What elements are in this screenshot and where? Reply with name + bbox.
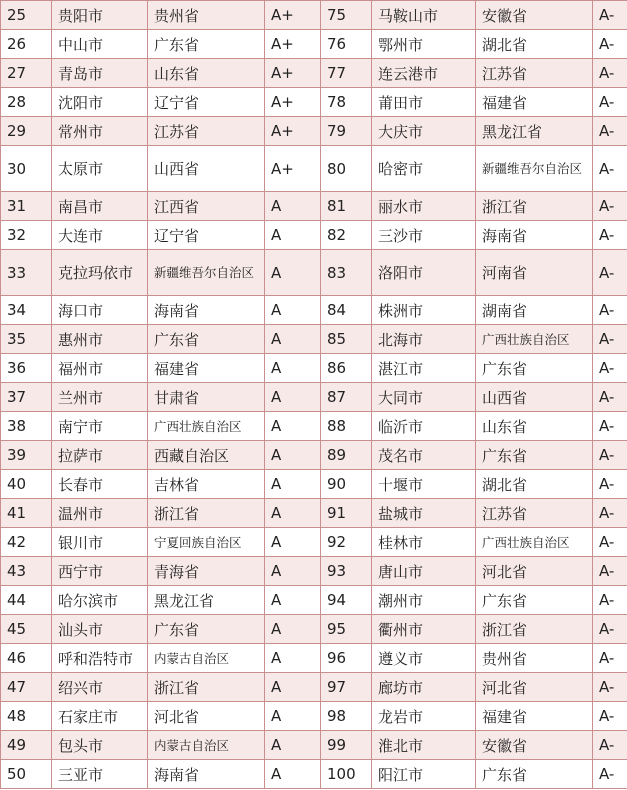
- right-city-cell: 盐城市: [372, 499, 476, 528]
- left-province-cell: 辽宁省: [148, 221, 265, 250]
- right-grade-cell: A-: [593, 499, 627, 528]
- right-rank-cell: 84: [321, 296, 372, 325]
- table-row: [1, 88, 627, 117]
- left-city-cell: 长春市: [52, 470, 148, 499]
- left-province-cell: 山东省: [148, 59, 265, 88]
- left-province-cell: 宁夏回族自治区: [148, 528, 265, 557]
- left-city-cell: 石家庄市: [52, 702, 148, 731]
- right-rank-cell: 90: [321, 470, 372, 499]
- left-rank-cell: 44: [1, 586, 52, 615]
- right-city-cell: 潮州市: [372, 586, 476, 615]
- right-grade-cell: A-: [593, 88, 627, 117]
- right-province-cell: 湖北省: [476, 30, 593, 59]
- left-grade-cell: A+: [265, 88, 321, 117]
- left-rank-cell: 29: [1, 117, 52, 146]
- right-rank-cell: 97: [321, 673, 372, 702]
- right-province-cell: 福建省: [476, 702, 593, 731]
- left-grade-cell: A: [265, 499, 321, 528]
- table-row: [1, 383, 627, 412]
- left-province-cell: 江苏省: [148, 117, 265, 146]
- left-rank-cell: 46: [1, 644, 52, 673]
- right-city-cell: 阳江市: [372, 760, 476, 789]
- right-grade-cell: A-: [593, 221, 627, 250]
- right-province-cell: 广东省: [476, 354, 593, 383]
- left-grade-cell: A: [265, 192, 321, 221]
- table-row: [1, 702, 627, 731]
- right-city-cell: 桂林市: [372, 528, 476, 557]
- right-city-cell: 连云港市: [372, 59, 476, 88]
- right-grade-cell: A-: [593, 557, 627, 586]
- right-city-cell: 湛江市: [372, 354, 476, 383]
- right-grade-cell: A-: [593, 673, 627, 702]
- left-grade-cell: A: [265, 296, 321, 325]
- right-rank-cell: 94: [321, 586, 372, 615]
- left-rank-cell: 34: [1, 296, 52, 325]
- left-city-cell: 哈尔滨市: [52, 586, 148, 615]
- left-province-cell: 广西壮族自治区: [148, 412, 265, 441]
- left-city-cell: 中山市: [52, 30, 148, 59]
- right-rank-cell: 87: [321, 383, 372, 412]
- right-grade-cell: A-: [593, 146, 627, 192]
- right-grade-cell: A-: [593, 117, 627, 146]
- left-rank-cell: 40: [1, 470, 52, 499]
- table-row: [1, 325, 627, 354]
- left-province-cell: 广东省: [148, 615, 265, 644]
- left-grade-cell: A: [265, 702, 321, 731]
- left-rank-cell: 43: [1, 557, 52, 586]
- left-province-cell: 新疆维吾尔自治区: [148, 250, 265, 296]
- left-city-cell: 贵阳市: [52, 1, 148, 30]
- right-province-cell: 江苏省: [476, 59, 593, 88]
- left-grade-cell: A: [265, 760, 321, 789]
- right-rank-cell: 75: [321, 1, 372, 30]
- left-province-cell: 海南省: [148, 296, 265, 325]
- right-city-cell: 大庆市: [372, 117, 476, 146]
- left-grade-cell: A: [265, 441, 321, 470]
- right-province-cell: 山东省: [476, 412, 593, 441]
- right-city-cell: 丽水市: [372, 192, 476, 221]
- right-rank-cell: 96: [321, 644, 372, 673]
- right-grade-cell: A-: [593, 586, 627, 615]
- left-grade-cell: A: [265, 250, 321, 296]
- right-rank-cell: 95: [321, 615, 372, 644]
- left-rank-cell: 28: [1, 88, 52, 117]
- table-row: [1, 731, 627, 760]
- table-row: [1, 1, 627, 30]
- table-row: [1, 441, 627, 470]
- left-rank-cell: 25: [1, 1, 52, 30]
- right-province-cell: 山西省: [476, 383, 593, 412]
- left-city-cell: 青岛市: [52, 59, 148, 88]
- right-province-cell: 广东省: [476, 586, 593, 615]
- table-row: [1, 30, 627, 59]
- left-grade-cell: A: [265, 383, 321, 412]
- right-rank-cell: 88: [321, 412, 372, 441]
- right-city-cell: 三沙市: [372, 221, 476, 250]
- right-province-cell: 广东省: [476, 760, 593, 789]
- table-row: [1, 528, 627, 557]
- left-province-cell: 甘肃省: [148, 383, 265, 412]
- table-row: [1, 644, 627, 673]
- left-province-cell: 辽宁省: [148, 88, 265, 117]
- right-province-cell: 湖南省: [476, 296, 593, 325]
- right-province-cell: 河北省: [476, 673, 593, 702]
- left-province-cell: 河北省: [148, 702, 265, 731]
- right-province-cell: 浙江省: [476, 615, 593, 644]
- left-province-cell: 贵州省: [148, 1, 265, 30]
- right-city-cell: 淮北市: [372, 731, 476, 760]
- left-grade-cell: A: [265, 325, 321, 354]
- right-rank-cell: 91: [321, 499, 372, 528]
- left-rank-cell: 50: [1, 760, 52, 789]
- right-province-cell: 新疆维吾尔自治区: [476, 146, 593, 192]
- right-city-cell: 大同市: [372, 383, 476, 412]
- left-rank-cell: 31: [1, 192, 52, 221]
- left-city-cell: 沈阳市: [52, 88, 148, 117]
- right-grade-cell: A-: [593, 383, 627, 412]
- right-rank-cell: 98: [321, 702, 372, 731]
- right-city-cell: 遵义市: [372, 644, 476, 673]
- right-grade-cell: A-: [593, 731, 627, 760]
- right-rank-cell: 79: [321, 117, 372, 146]
- left-grade-cell: A+: [265, 1, 321, 30]
- left-city-cell: 福州市: [52, 354, 148, 383]
- right-city-cell: 哈密市: [372, 146, 476, 192]
- right-grade-cell: A-: [593, 470, 627, 499]
- left-city-cell: 太原市: [52, 146, 148, 192]
- left-grade-cell: A: [265, 354, 321, 383]
- right-grade-cell: A-: [593, 441, 627, 470]
- right-rank-cell: 89: [321, 441, 372, 470]
- left-grade-cell: A: [265, 470, 321, 499]
- left-province-cell: 西藏自治区: [148, 441, 265, 470]
- left-rank-cell: 35: [1, 325, 52, 354]
- right-province-cell: 贵州省: [476, 644, 593, 673]
- right-grade-cell: A-: [593, 702, 627, 731]
- left-province-cell: 吉林省: [148, 470, 265, 499]
- right-grade-cell: A-: [593, 615, 627, 644]
- left-rank-cell: 27: [1, 59, 52, 88]
- left-city-cell: 汕头市: [52, 615, 148, 644]
- right-city-cell: 唐山市: [372, 557, 476, 586]
- left-grade-cell: A+: [265, 146, 321, 192]
- right-rank-cell: 77: [321, 59, 372, 88]
- right-grade-cell: A-: [593, 644, 627, 673]
- table-row: [1, 499, 627, 528]
- right-city-cell: 十堰市: [372, 470, 476, 499]
- table-row: [1, 192, 627, 221]
- left-province-cell: 海南省: [148, 760, 265, 789]
- left-city-cell: 南宁市: [52, 412, 148, 441]
- left-province-cell: 黑龙江省: [148, 586, 265, 615]
- left-city-cell: 三亚市: [52, 760, 148, 789]
- left-city-cell: 南昌市: [52, 192, 148, 221]
- left-city-cell: 海口市: [52, 296, 148, 325]
- right-province-cell: 安徽省: [476, 731, 593, 760]
- left-rank-cell: 39: [1, 441, 52, 470]
- right-city-cell: 茂名市: [372, 441, 476, 470]
- left-rank-cell: 26: [1, 30, 52, 59]
- table-row: [1, 412, 627, 441]
- right-grade-cell: A-: [593, 1, 627, 30]
- right-grade-cell: A-: [593, 760, 627, 789]
- right-rank-cell: 81: [321, 192, 372, 221]
- table-row: [1, 221, 627, 250]
- right-province-cell: 河南省: [476, 250, 593, 296]
- table-row: [1, 673, 627, 702]
- table-body: [1, 1, 627, 789]
- left-city-cell: 西宁市: [52, 557, 148, 586]
- left-city-cell: 惠州市: [52, 325, 148, 354]
- left-city-cell: 大连市: [52, 221, 148, 250]
- right-city-cell: 鄂州市: [372, 30, 476, 59]
- left-grade-cell: A: [265, 586, 321, 615]
- right-rank-cell: 82: [321, 221, 372, 250]
- right-city-cell: 株洲市: [372, 296, 476, 325]
- left-grade-cell: A: [265, 615, 321, 644]
- right-province-cell: 福建省: [476, 88, 593, 117]
- left-rank-cell: 32: [1, 221, 52, 250]
- left-rank-cell: 36: [1, 354, 52, 383]
- left-rank-cell: 42: [1, 528, 52, 557]
- right-province-cell: 江苏省: [476, 499, 593, 528]
- left-grade-cell: A+: [265, 59, 321, 88]
- left-rank-cell: 48: [1, 702, 52, 731]
- right-grade-cell: A-: [593, 59, 627, 88]
- left-rank-cell: 30: [1, 146, 52, 192]
- left-province-cell: 内蒙古自治区: [148, 644, 265, 673]
- right-city-cell: 洛阳市: [372, 250, 476, 296]
- left-province-cell: 福建省: [148, 354, 265, 383]
- right-rank-cell: 100: [321, 760, 372, 789]
- left-grade-cell: A+: [265, 30, 321, 59]
- left-province-cell: 内蒙古自治区: [148, 731, 265, 760]
- right-city-cell: 龙岩市: [372, 702, 476, 731]
- right-rank-cell: 99: [321, 731, 372, 760]
- left-province-cell: 浙江省: [148, 499, 265, 528]
- right-rank-cell: 78: [321, 88, 372, 117]
- left-grade-cell: A: [265, 673, 321, 702]
- right-province-cell: 广东省: [476, 441, 593, 470]
- right-grade-cell: A-: [593, 325, 627, 354]
- right-rank-cell: 83: [321, 250, 372, 296]
- left-grade-cell: A: [265, 644, 321, 673]
- right-rank-cell: 86: [321, 354, 372, 383]
- left-city-cell: 兰州市: [52, 383, 148, 412]
- table-row: [1, 760, 627, 789]
- left-grade-cell: A: [265, 528, 321, 557]
- left-city-cell: 常州市: [52, 117, 148, 146]
- left-city-cell: 银川市: [52, 528, 148, 557]
- left-city-cell: 包头市: [52, 731, 148, 760]
- left-rank-cell: 33: [1, 250, 52, 296]
- right-rank-cell: 85: [321, 325, 372, 354]
- left-rank-cell: 49: [1, 731, 52, 760]
- right-rank-cell: 92: [321, 528, 372, 557]
- right-grade-cell: A-: [593, 354, 627, 383]
- right-grade-cell: A-: [593, 412, 627, 441]
- left-city-cell: 温州市: [52, 499, 148, 528]
- left-rank-cell: 38: [1, 412, 52, 441]
- left-rank-cell: 45: [1, 615, 52, 644]
- left-grade-cell: A: [265, 412, 321, 441]
- right-city-cell: 衢州市: [372, 615, 476, 644]
- left-city-cell: 克拉玛依市: [52, 250, 148, 296]
- table-row: [1, 354, 627, 383]
- right-city-cell: 莆田市: [372, 88, 476, 117]
- left-rank-cell: 37: [1, 383, 52, 412]
- table-row: [1, 586, 627, 615]
- right-province-cell: 广西壮族自治区: [476, 528, 593, 557]
- left-grade-cell: A: [265, 221, 321, 250]
- right-province-cell: 浙江省: [476, 192, 593, 221]
- left-grade-cell: A: [265, 557, 321, 586]
- right-city-cell: 临沂市: [372, 412, 476, 441]
- left-province-cell: 广东省: [148, 30, 265, 59]
- table-row: [1, 117, 627, 146]
- table-row: [1, 59, 627, 88]
- table-row: [1, 557, 627, 586]
- left-grade-cell: A: [265, 731, 321, 760]
- right-province-cell: 广西壮族自治区: [476, 325, 593, 354]
- right-grade-cell: A-: [593, 528, 627, 557]
- table-row: [1, 615, 627, 644]
- right-city-cell: 马鞍山市: [372, 1, 476, 30]
- right-province-cell: 湖北省: [476, 470, 593, 499]
- right-grade-cell: A-: [593, 296, 627, 325]
- table-row: [1, 296, 627, 325]
- right-province-cell: 海南省: [476, 221, 593, 250]
- left-rank-cell: 41: [1, 499, 52, 528]
- left-city-cell: 呼和浩特市: [52, 644, 148, 673]
- left-province-cell: 江西省: [148, 192, 265, 221]
- right-city-cell: 廊坊市: [372, 673, 476, 702]
- right-grade-cell: A-: [593, 192, 627, 221]
- table-row: [1, 250, 627, 296]
- right-rank-cell: 93: [321, 557, 372, 586]
- left-grade-cell: A+: [265, 117, 321, 146]
- left-province-cell: 广东省: [148, 325, 265, 354]
- left-province-cell: 山西省: [148, 146, 265, 192]
- left-city-cell: 拉萨市: [52, 441, 148, 470]
- right-rank-cell: 80: [321, 146, 372, 192]
- left-province-cell: 青海省: [148, 557, 265, 586]
- right-province-cell: 河北省: [476, 557, 593, 586]
- right-city-cell: 北海市: [372, 325, 476, 354]
- table-row: [1, 470, 627, 499]
- right-province-cell: 黑龙江省: [476, 117, 593, 146]
- right-grade-cell: A-: [593, 250, 627, 296]
- left-province-cell: 浙江省: [148, 673, 265, 702]
- right-province-cell: 安徽省: [476, 1, 593, 30]
- right-grade-cell: A-: [593, 30, 627, 59]
- right-rank-cell: 76: [321, 30, 372, 59]
- left-rank-cell: 47: [1, 673, 52, 702]
- table-row: [1, 146, 627, 192]
- left-city-cell: 绍兴市: [52, 673, 148, 702]
